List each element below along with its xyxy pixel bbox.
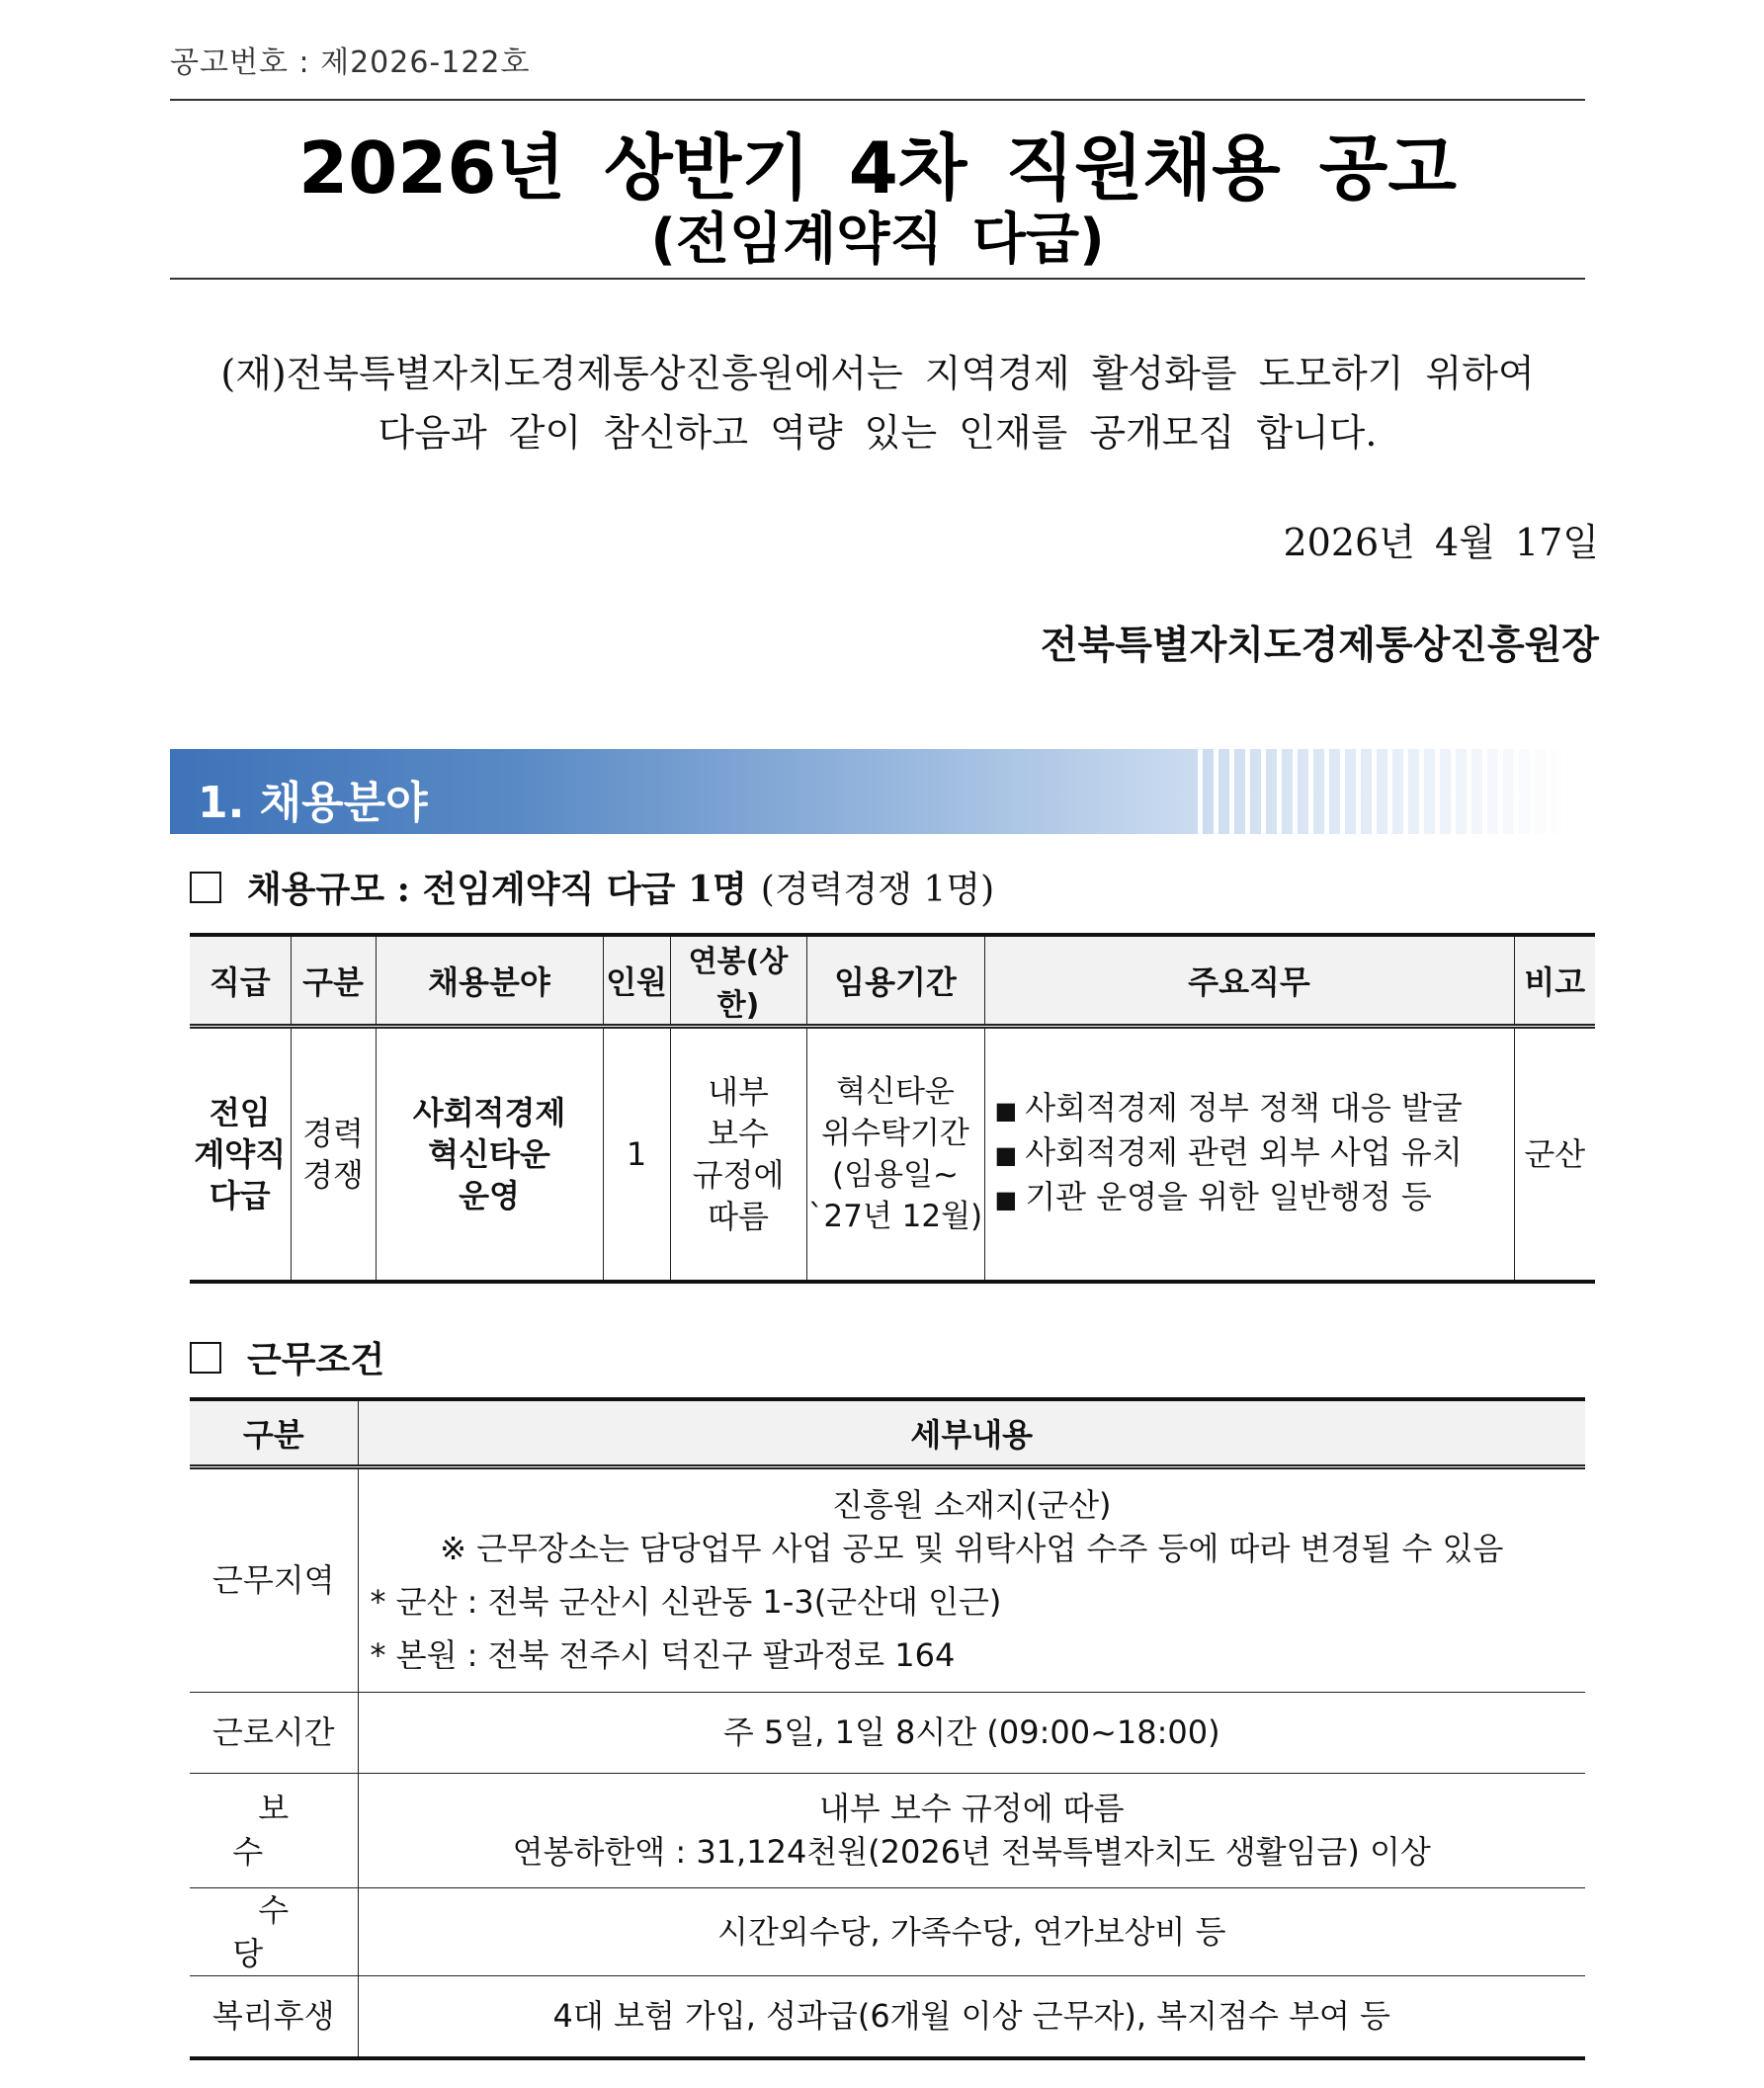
row-detail-hours: 주 5일, 1일 8시간 (09:00~18:00)	[358, 1692, 1585, 1773]
section-1-bar	[170, 749, 1573, 834]
page-subtitle: (전임계약직 다급)	[650, 208, 1105, 272]
header-count: 인원	[603, 935, 670, 1027]
section-bar-stripes	[1198, 749, 1573, 834]
field-line: 사회적경제	[412, 1093, 566, 1131]
grade-line: 전임	[209, 1093, 271, 1131]
row-detail-allowance: 시간외수당, 가족수당, 연가보상비 등	[358, 1887, 1585, 1975]
duty-text: 사회적경제 정부 정책 대응 발굴	[1025, 1089, 1463, 1128]
grade-line: 다급	[209, 1176, 271, 1214]
section-1-title: 1. 채용분야	[198, 778, 428, 828]
table-row	[190, 1466, 1585, 1692]
table-row	[190, 1887, 1585, 1975]
table-row	[190, 1692, 1585, 1773]
grade-line: 계약직	[194, 1134, 287, 1173]
grade-cell	[190, 1027, 291, 1282]
title-bottom-rule	[170, 278, 1585, 280]
detail-line: 내부 보수 규정에 따름	[818, 1790, 1125, 1827]
intro-line-1: (재)전북특별자치도경제통상진흥원에서는 지역경제 활성화를 도모하기 위하여	[220, 352, 1535, 395]
table-row	[190, 1027, 1595, 1282]
row-label-pay	[190, 1773, 358, 1887]
type-line: 경력	[302, 1114, 364, 1152]
detail-line: ※ 근무장소는 담당업무 사업 공모 및 위탁사업 수주 등에 따라 변경될 수 있음	[440, 1530, 1504, 1567]
table-row	[190, 1773, 1585, 1887]
checkbox-icon	[190, 1342, 221, 1374]
recruitment-scale-label: 채용규모 : 전임계약직 다급 1명	[247, 869, 747, 910]
row-label-location: 근무지역	[190, 1466, 358, 1692]
row-detail-location	[358, 1466, 1585, 1692]
working-conditions-heading	[190, 1332, 384, 1382]
period-line: (임용일~	[832, 1156, 959, 1193]
square-bullet-icon: ■	[994, 1186, 1018, 1214]
row-label-welfare: 복리후생	[190, 1975, 358, 2058]
type-line: 경쟁	[302, 1155, 364, 1194]
detail-line: 진흥원 소재지(군산)	[832, 1486, 1112, 1524]
notice-number: 공고번호 : 제2026-122호	[170, 45, 531, 80]
salary-cell	[670, 1027, 806, 1282]
row-label-hours: 근로시간	[190, 1692, 358, 1773]
period-line: 위수탁기간	[821, 1115, 969, 1151]
duties-cell	[984, 1027, 1514, 1282]
working-conditions-table	[190, 1397, 1585, 2060]
header-details: 세부내용	[358, 1399, 1585, 1466]
intro-line-2: 다음과 같이 참신하고 역량 있는 인재를 공개모집 합니다.	[378, 411, 1378, 455]
type-cell	[291, 1027, 376, 1282]
row-label-pay-text: 보수	[232, 1790, 341, 1871]
duty-item	[995, 1131, 1514, 1176]
period-line: 혁신타운	[836, 1073, 955, 1110]
issuer-name: 전북특별자치도경제통상진흥원장	[1040, 623, 1599, 668]
detail-subline: * 본원 : 전북 전주시 덕진구 팔과정로 164	[370, 1636, 956, 1674]
field-line: 운영	[459, 1176, 520, 1214]
duty-text: 기관 운영을 위한 일반행정 등	[1025, 1178, 1432, 1216]
row-detail-pay	[358, 1773, 1585, 1887]
salary-line: 보수	[708, 1114, 769, 1152]
header-field: 채용분야	[376, 935, 603, 1027]
period-cell	[806, 1027, 984, 1282]
table-header-row	[190, 1399, 1585, 1466]
header-category: 구분	[190, 1399, 358, 1466]
duty-text: 사회적경제 관련 외부 사업 유치	[1025, 1133, 1463, 1172]
row-label-allowance-text: 수당	[232, 1890, 341, 1972]
page-title: 2026년 상반기 4차 직원채용 공고	[298, 126, 1457, 209]
period-line: `27년 12월)	[807, 1198, 983, 1234]
header-note: 비고	[1514, 935, 1595, 1027]
row-label-allowance	[190, 1887, 358, 1975]
top-rule	[170, 99, 1585, 101]
header-type: 구분	[291, 935, 376, 1027]
table-header-row	[190, 935, 1595, 1027]
row-detail-welfare: 4대 보험 가입, 성과급(6개월 이상 근무자), 복지점수 부여 등	[358, 1975, 1585, 2058]
detail-line: 연봉하한액 : 31,124천원(2026년 전북특별자치도 생활임금) 이상	[512, 1833, 1431, 1871]
header-grade: 직급	[190, 935, 291, 1027]
announcement-date: 2026년 4월 17일	[1283, 521, 1599, 564]
table-row	[190, 1975, 1585, 2058]
square-bullet-icon: ■	[994, 1097, 1018, 1126]
field-line: 혁신타운	[428, 1134, 550, 1173]
recruitment-scale-note: (경력경쟁 1명)	[760, 870, 995, 910]
header-salary: 연봉(상한)	[670, 935, 806, 1027]
duty-item	[995, 1087, 1514, 1131]
salary-line: 내부	[708, 1072, 769, 1111]
duty-item	[995, 1176, 1514, 1220]
detail-subline: * 군산 : 전북 군산시 신관동 1-3(군산대 인근)	[370, 1583, 1002, 1621]
field-cell	[376, 1027, 603, 1282]
square-bullet-icon: ■	[994, 1141, 1018, 1170]
header-period: 임용기간	[806, 935, 984, 1027]
header-duties: 주요직무	[984, 935, 1514, 1027]
count-cell: 1	[603, 1027, 670, 1282]
salary-line: 규정에	[692, 1155, 785, 1194]
recruitment-scale-heading	[190, 862, 994, 912]
note-cell: 군산	[1514, 1027, 1595, 1282]
working-conditions-label: 근무조건	[247, 1339, 385, 1380]
recruitment-table	[190, 933, 1595, 1284]
salary-line: 따름	[708, 1197, 769, 1235]
checkbox-icon	[190, 872, 221, 903]
